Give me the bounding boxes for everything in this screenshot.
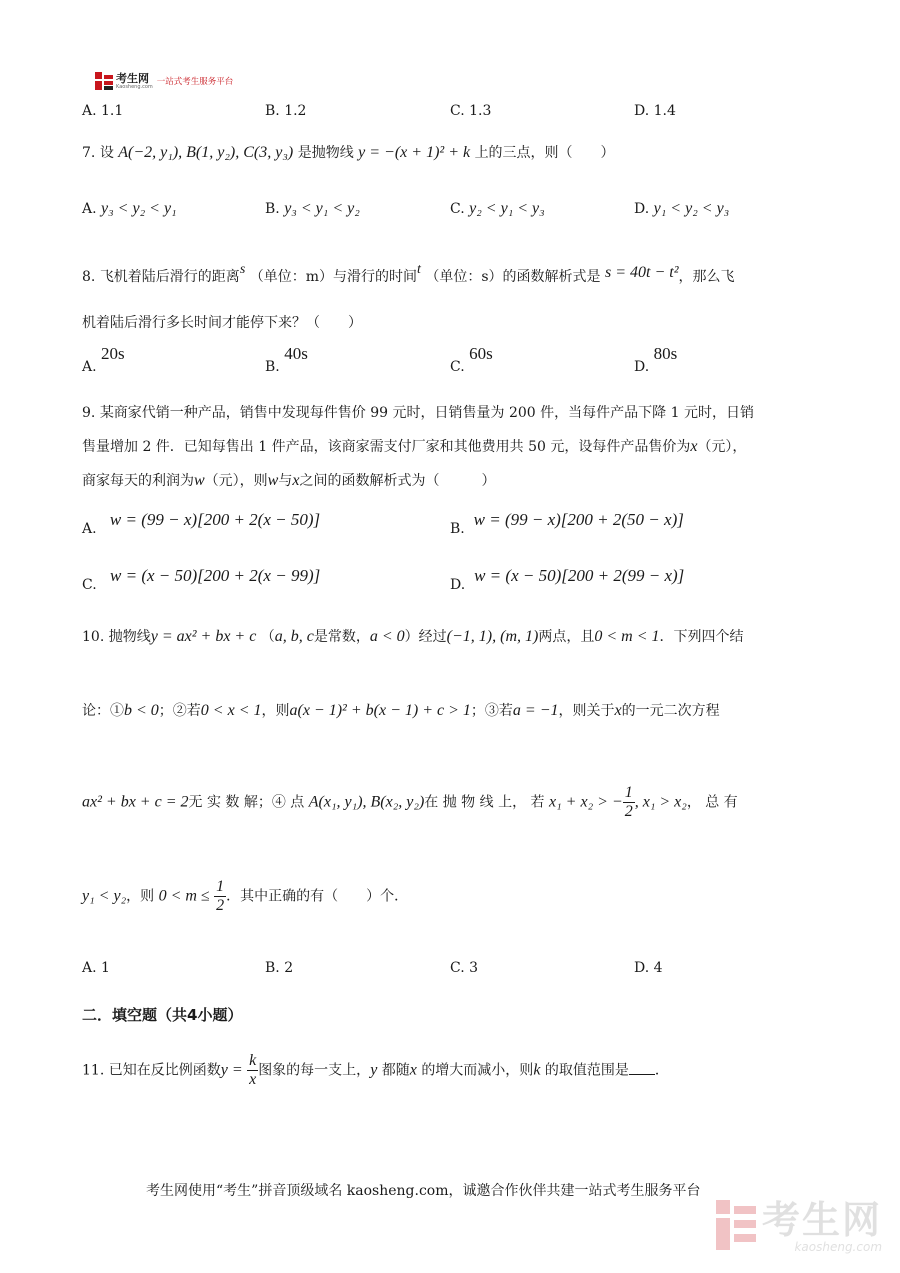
q7-parabola: y = −(x + 1)² + k (358, 144, 471, 161)
watermark-logo-icon (716, 1200, 756, 1254)
watermark-name: 考生网 (762, 1198, 883, 1242)
footer-text: 考生网使用“考生”拼音顶级域名 kaosheng.com，诚邀合作伙伴共建一站式考生服务平台 (146, 1183, 701, 1199)
q9-option-a: A. w = (99 − x)[200 + 2(x − 50)] (82, 510, 321, 537)
question-10-line3: ax² + bx + c = 2无 实 数 解；④ 点 A(x₁, y₁), B(x₂, y₂)在 抛 物 线 上， 若 x₁ + x₂ > − $\frac{1}{2}$ , x₁ > x₂， 总 有 (82, 784, 738, 820)
q10-option-a: A. 1 (82, 960, 110, 976)
answer-blank (629, 1062, 655, 1075)
fraction-one-half: $\frac{1}{2}$ (624, 784, 633, 820)
q7-option-c: C. y₂ < y₁ < y₃ (450, 200, 545, 217)
section-2-heading: 二．填空题（共4小题） (82, 1006, 243, 1024)
q7-points: A(−2, y₁), B(1, y₂), C(3, y₃) (118, 144, 294, 161)
question-9-line2: 售量增加 2 件．已知每售出 1 件产品，该商家需支付厂家和其他费用共 50 元，设每件产品售价为x（元）， (82, 438, 747, 455)
fraction-k-over-x: $\frac{k}{x}$ (249, 1052, 257, 1088)
q9-option-d: D. w = (x − 50)[200 + 2(99 − x)] (450, 566, 685, 593)
q8-option-b: B. 40s (265, 344, 308, 375)
logo-domain: Kaosheng.com (116, 83, 153, 90)
q6-option-c: C. 1.3 (450, 103, 492, 119)
question-8-line2: 机着陆后滑行多长时间才能停下来？（ ） (82, 315, 362, 331)
question-10-line1: 10. 抛物线y = ax² + bx + c （a, b, c是常数，a < 0）经过(−1, 1), (m, 1)两点，且0 < m < 1．下列四个结 (82, 628, 744, 645)
q9-option-b: B. w = (99 − x)[200 + 2(50 − x)] (450, 510, 684, 537)
watermark-domain: kaosheng.com (794, 1240, 883, 1254)
question-9-line3: 商家每天的利润为w（元），则w与x之间的函数解析式为（ ） (82, 472, 496, 489)
q10-option-b: B. 2 (265, 960, 294, 976)
logo-name: 考生网 (116, 71, 149, 85)
question-10-line4: y₁ < y₂，则 0 < m ≤ $\frac{1}{2}$ ．其中正确的有（ ）个． (82, 878, 409, 914)
q6-option-b: B. 1.2 (265, 103, 307, 119)
question-9-line1: 9. 某商家代销一种产品，销售中发现每件售价 99 元时，日销售量为 200 件，当每件产品下降 1 元时，日销 (82, 405, 754, 421)
q8-option-c: C. 60s (450, 344, 493, 375)
q6-option-d: D. 1.4 (634, 103, 676, 119)
q9-option-c: C. w = (x − 50)[200 + 2(x − 99)] (82, 566, 321, 593)
question-7: 7. 设 A(−2, y₁), B(1, y₂), C(3, y₃) 是抛物线 y = −(x + 1)² + k 上的三点，则（ ） (82, 144, 615, 161)
q8-formula: s = 40t − t² (604, 264, 679, 281)
fraction-one-half-2: $\frac{1}{2}$ (216, 878, 225, 914)
q7-option-a: A. y₃ < y₂ < y₁ (82, 200, 177, 217)
kaosheng-logo-icon (95, 72, 113, 90)
question-11: 11. 已知在反比例函数y = $\frac{k}{x}$ 图象的每一支上，y 都随x 的增大而减小，则k 的取值范围是 ． (82, 1052, 669, 1088)
logo-slogan: 一站式考生服务平台 (156, 77, 234, 87)
q10-option-d: D. 4 (634, 960, 663, 976)
question-8: 8. 飞机着陆后滑行的距离s （单位：m）与滑行的时间t （单位：s）的函数解析式是 s = 40t − t²，那么飞 (82, 262, 735, 285)
q10-option-c: C. 3 (450, 960, 479, 976)
watermark (716, 1200, 882, 1254)
q8-option-d: D. 80s (634, 344, 678, 375)
question-10-line2: 论：①b < 0；②若0 < x < 1，则a(x − 1)² + b(x − 1) + c > 1；③若a = −1，则关于x的一元二次方程 (82, 702, 720, 719)
q7-option-b: B. y₃ < y₁ < y₂ (265, 200, 360, 217)
header-logo (95, 72, 233, 90)
q8-option-a: A. 20s (82, 344, 125, 375)
q7-option-d: D. y₁ < y₂ < y₃ (634, 200, 730, 217)
q6-option-a: A. 1.1 (82, 103, 124, 119)
